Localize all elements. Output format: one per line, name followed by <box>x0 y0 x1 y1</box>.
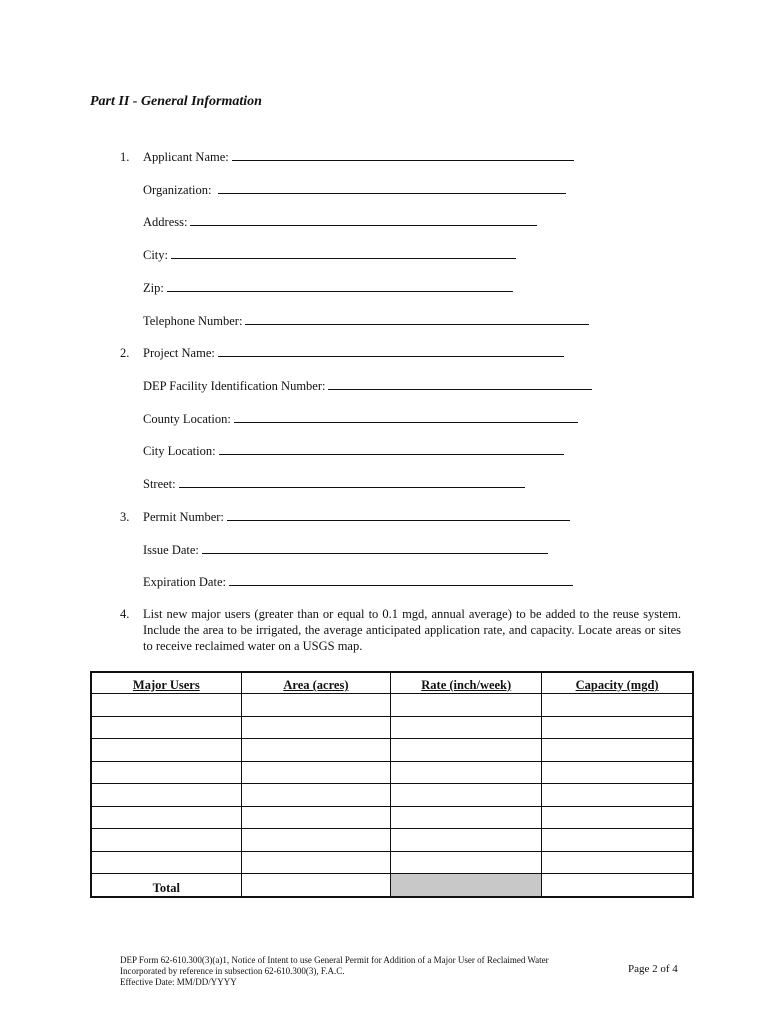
footer-form-id: DEP Form 62-610.300(3)(a)1, Notice of Intent to use General Permit for Addition of a Major User of Reclaimed Water <box>120 955 549 965</box>
dep-facility-id-field[interactable] <box>143 378 592 394</box>
major-user-cell[interactable] <box>91 761 241 784</box>
capacity-cell[interactable] <box>542 716 693 739</box>
capacity-cell[interactable] <box>542 739 693 762</box>
capacity-cell[interactable] <box>542 784 693 807</box>
issue-date-field[interactable] <box>143 542 548 558</box>
expiration-date-field[interactable] <box>143 574 573 590</box>
rate-cell[interactable] <box>391 806 542 829</box>
county-location-line[interactable] <box>234 411 578 423</box>
organization-line[interactable] <box>218 182 566 194</box>
capacity-cell[interactable] <box>542 806 693 829</box>
address-field[interactable] <box>143 214 537 230</box>
expiration-date-label: Expiration Date: <box>143 575 226 589</box>
rate-cell[interactable] <box>391 784 542 807</box>
rate-cell[interactable] <box>391 829 542 852</box>
major-user-cell[interactable] <box>91 851 241 874</box>
rate-cell[interactable] <box>391 739 542 762</box>
total-area-cell[interactable] <box>241 874 391 898</box>
page-number: Page 2 of 4 <box>628 963 678 975</box>
item-number-3: 3. <box>120 510 130 524</box>
total-rate-cell-shaded <box>391 874 542 898</box>
city-line[interactable] <box>171 247 516 259</box>
item-number-4: 4. <box>120 607 130 621</box>
telephone-line[interactable] <box>245 313 589 325</box>
area-cell[interactable] <box>241 739 391 762</box>
permit-number-line[interactable] <box>227 509 570 521</box>
rate-cell[interactable] <box>391 761 542 784</box>
issue-date-line[interactable] <box>202 542 548 554</box>
dep-facility-id-label: DEP Facility Identification Number: <box>143 379 326 393</box>
capacity-cell[interactable] <box>542 694 693 717</box>
zip-field[interactable] <box>143 280 513 296</box>
total-capacity-cell[interactable] <box>542 874 693 898</box>
area-cell[interactable] <box>241 806 391 829</box>
street-label: Street: <box>143 477 176 491</box>
major-user-cell[interactable] <box>91 829 241 852</box>
area-cell[interactable] <box>241 694 391 717</box>
col-header-rate: Rate (inch/week) <box>391 672 542 694</box>
city-field[interactable] <box>143 247 516 263</box>
capacity-cell[interactable] <box>542 761 693 784</box>
table-row <box>91 739 693 762</box>
major-user-cell[interactable] <box>91 784 241 807</box>
project-name-line[interactable] <box>218 345 564 357</box>
major-users-table <box>90 671 694 898</box>
area-cell[interactable] <box>241 784 391 807</box>
footer-incorporated: Incorporated by reference in subsection 62-610.300(3), F.A.C. <box>120 966 345 976</box>
table-header-row <box>91 672 693 694</box>
item-number-2: 2. <box>120 346 130 360</box>
street-line[interactable] <box>179 476 525 488</box>
table-row <box>91 784 693 807</box>
area-cell[interactable] <box>241 716 391 739</box>
organization-field[interactable] <box>143 182 566 198</box>
footer-effective-date: Effective Date: MM/DD/YYYY <box>120 977 237 987</box>
street-field[interactable] <box>143 476 525 492</box>
applicant-name-line[interactable] <box>232 149 574 161</box>
major-user-cell[interactable] <box>91 694 241 717</box>
city-label: City: <box>143 248 169 262</box>
major-users-instructions: List new major users (greater than or equal to 0.1 mgd, annual average) to be added to the reuse system. Include the area to be irrigated, the average anticipated application rate, and capacity. Locate areas or sites to receive reclaimed water on a USGS map. <box>143 607 681 653</box>
col-header-area: Area (acres) <box>241 672 391 694</box>
area-cell[interactable] <box>241 829 391 852</box>
permit-number-label: Permit Number: <box>143 510 224 524</box>
form-footer <box>120 955 549 988</box>
city-location-label: City Location: <box>143 444 216 458</box>
address-label: Address: <box>143 215 188 229</box>
area-cell[interactable] <box>241 761 391 784</box>
zip-label: Zip: <box>143 281 164 295</box>
col-header-major-users: Major Users <box>91 672 241 694</box>
major-user-cell[interactable] <box>91 716 241 739</box>
telephone-label: Telephone Number: <box>143 314 243 328</box>
area-cell[interactable] <box>241 851 391 874</box>
issue-date-label: Issue Date: <box>143 543 199 557</box>
capacity-cell[interactable] <box>542 851 693 874</box>
rate-cell[interactable] <box>391 694 542 717</box>
expiration-date-line[interactable] <box>229 574 573 586</box>
major-user-cell[interactable] <box>91 806 241 829</box>
project-name-label: Project Name: <box>143 346 215 360</box>
rate-cell[interactable] <box>391 716 542 739</box>
zip-line[interactable] <box>167 280 513 292</box>
table-row <box>91 806 693 829</box>
col-header-capacity: Capacity (mgd) <box>542 672 693 694</box>
item-number-1: 1. <box>120 150 130 164</box>
table-row <box>91 851 693 874</box>
applicant-name-label: Applicant Name: <box>143 150 229 164</box>
capacity-cell[interactable] <box>542 829 693 852</box>
county-location-label: County Location: <box>143 412 231 426</box>
permit-number-field[interactable] <box>143 509 570 525</box>
total-row <box>91 874 693 898</box>
project-name-field[interactable] <box>143 345 564 361</box>
table-row <box>91 716 693 739</box>
table-row <box>91 761 693 784</box>
table-row <box>91 829 693 852</box>
telephone-field[interactable] <box>143 313 589 329</box>
table-row <box>91 694 693 717</box>
total-label: Total <box>91 874 241 898</box>
city-location-field[interactable] <box>143 443 564 459</box>
applicant-name-field[interactable] <box>143 149 574 165</box>
county-location-field[interactable] <box>143 411 578 427</box>
address-line[interactable] <box>190 214 537 226</box>
city-location-line[interactable] <box>219 443 564 455</box>
rate-cell[interactable] <box>391 851 542 874</box>
major-user-cell[interactable] <box>91 739 241 762</box>
organization-label: Organization: <box>143 183 212 197</box>
section-title: Part II - General Information <box>90 94 262 109</box>
dep-facility-id-line[interactable] <box>328 378 592 390</box>
